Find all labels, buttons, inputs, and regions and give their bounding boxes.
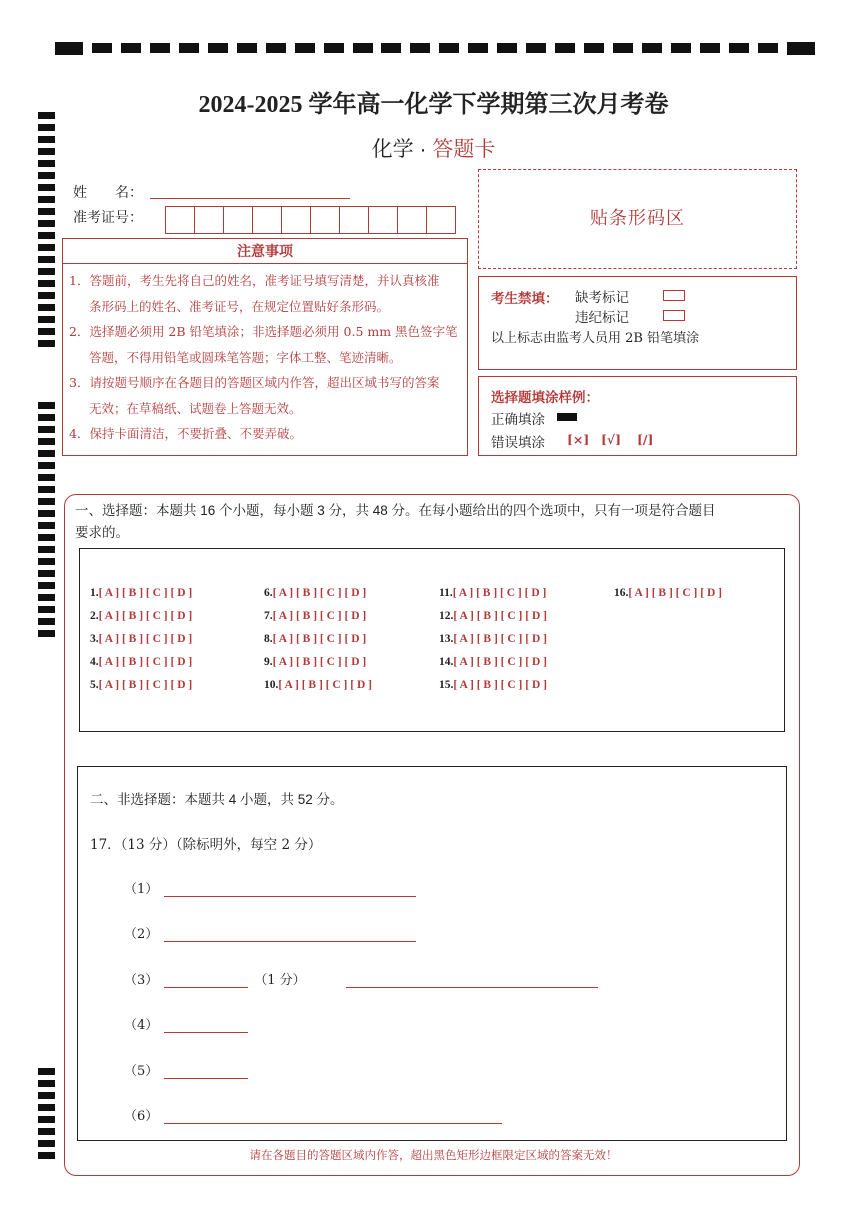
notice-line: 1．答题前，考生先将自己的姓名，准考证号填写清楚，并认真核准	[69, 273, 440, 288]
section2-box	[77, 766, 787, 1141]
wrong-fill-mark: [√]	[601, 432, 622, 447]
exam-id-label: 准考证号：	[73, 210, 143, 226]
q17-part-6	[124, 1105, 502, 1124]
absent-mark-box[interactable]	[663, 290, 685, 301]
part-label: （4）	[124, 1018, 159, 1033]
q17-part-1	[124, 878, 416, 897]
mcq-column	[614, 582, 722, 605]
mcq-row[interactable]: 12.[ A ] [ B ] [ C ] [ D ]	[439, 610, 547, 622]
part-label: （6）	[124, 1109, 159, 1124]
fill-sample-box	[478, 376, 797, 456]
mcq-row[interactable]: 2.[ A ] [ B ] [ C ] [ D ]	[90, 610, 193, 622]
mcq-row[interactable]: 1.[ A ] [ B ] [ C ] [ D ]	[90, 587, 193, 599]
section1-heading-line: 一、选择题：本题共 16 个小题，每小题 3 分，共 48 分。在每小题给出的四个选项中，只有一项是符合题目	[75, 503, 716, 518]
notices-title: 注意事项	[63, 239, 467, 264]
notices-box	[62, 238, 468, 456]
exam-id-cells[interactable]	[165, 206, 455, 234]
wrong-fill-mark: [×]	[567, 432, 590, 447]
notices-list	[63, 264, 467, 447]
mcq-row[interactable]: 8.[ A ] [ B ] [ C ] [ D ]	[264, 633, 367, 645]
answer-line[interactable]	[346, 971, 598, 988]
answer-line[interactable]	[164, 880, 416, 897]
violation-mark-box[interactable]	[663, 310, 685, 321]
notice-line: 4．保持卡面清洁，不要折叠、不要弄破。	[69, 426, 302, 441]
answer-line[interactable]	[164, 1016, 248, 1033]
mcq-row[interactable]: 3.[ A ] [ B ] [ C ] [ D ]	[90, 633, 193, 645]
wrong-fill-mark: [/]	[637, 432, 654, 447]
notice-line: 答题，不得用铅笔或圆珠笔答题；字体工整、笔迹清晰。	[89, 349, 402, 365]
q17-part-5	[124, 1060, 248, 1079]
part-label: （1）	[124, 882, 159, 897]
answer-line[interactable]	[164, 1062, 248, 1079]
page-title: 2024-2025 学年高一化学下学期第三次月考卷	[198, 92, 669, 118]
mcq-column	[439, 582, 547, 697]
section1-heading	[75, 500, 716, 544]
name-field[interactable]	[150, 198, 350, 199]
left-timing-marks-bottom	[38, 1068, 56, 1159]
mcq-row[interactable]: 14.[ A ] [ B ] [ C ] [ D ]	[439, 656, 547, 668]
subtitle-subject: 化学 ·	[371, 138, 433, 161]
notice-line: 无效；在草稿纸、试题卷上答题无效。	[89, 400, 302, 416]
q17-part-3	[124, 969, 598, 988]
notice-line: 条形码上的姓名、准考证号，在规定位置贴好条形码。	[89, 298, 390, 314]
correct-fill-sample	[557, 413, 577, 421]
left-timing-marks-middle	[38, 402, 56, 637]
part-3-note: （1 分）	[254, 973, 306, 988]
q17-title: 17．（13 分）（除标明外，每空 2 分）	[90, 837, 322, 853]
mcq-row[interactable]: 10.[ A ] [ B ] [ C ] [ D ]	[264, 679, 372, 691]
barcode-area-label: 贴条形码区	[590, 208, 685, 229]
answer-line[interactable]	[164, 1107, 502, 1124]
mcq-column	[264, 582, 372, 697]
mcq-row[interactable]: 11.[ A ] [ B ] [ C ] [ D ]	[439, 587, 547, 599]
part-label: （3）	[124, 973, 159, 988]
mcq-row[interactable]: 6.[ A ] [ B ] [ C ] [ D ]	[264, 587, 367, 599]
forbidden-note: 以上标志由监考人员用 2B 铅笔填涂	[491, 331, 700, 346]
violation-mark-label: 违纪标记	[575, 310, 629, 326]
mcq-row[interactable]: 7.[ A ] [ B ] [ C ] [ D ]	[264, 610, 367, 622]
mcq-row[interactable]: 4.[ A ] [ B ] [ C ] [ D ]	[90, 656, 193, 668]
name-label: 姓 名：	[73, 185, 143, 201]
q17-part-4	[124, 1014, 248, 1033]
mcq-column	[90, 582, 192, 697]
answer-line[interactable]	[164, 925, 416, 942]
top-timing-marks	[55, 42, 815, 54]
section1-heading-line: 要求的。	[75, 525, 129, 540]
notice-line: 2．选择题必须用 2B 铅笔填涂；非选择题必须用 0.5 mm 黑色签字笔	[69, 324, 458, 339]
correct-fill-label: 正确填涂	[491, 412, 545, 428]
barcode-area	[478, 169, 797, 269]
subtitle-answer-card: 答题卡	[432, 138, 496, 161]
mcq-row[interactable]: 9.[ A ] [ B ] [ C ] [ D ]	[264, 656, 367, 668]
mcq-row[interactable]: 5.[ A ] [ B ] [ C ] [ D ]	[90, 679, 193, 691]
answer-line[interactable]	[164, 971, 248, 988]
page-subtitle	[0, 133, 867, 163]
q17-part-2	[124, 923, 416, 942]
part-label: （5）	[124, 1064, 159, 1079]
section2-heading: 二、非选择题：本题共 4 小题，共 52 分。	[90, 792, 344, 807]
notice-line: 3．请按题号顺序在各题目的答题区域内作答，超出区域书写的答案	[69, 375, 440, 390]
footer-warning: 请在各题目的答题区域内作答，超出黑色矩形边框限定区域的答案无效！	[249, 1148, 618, 1162]
wrong-fill-label: 错误填涂	[491, 435, 545, 451]
fill-sample-title: 选择题填涂样例：	[491, 390, 599, 405]
mcq-row[interactable]: 13.[ A ] [ B ] [ C ] [ D ]	[439, 633, 547, 645]
absent-mark-label: 缺考标记	[575, 290, 629, 306]
part-label: （2）	[124, 927, 159, 942]
mcq-row[interactable]: 16.[ A ] [ B ] [ C ] [ D ]	[614, 587, 722, 599]
examinee-forbidden-box	[478, 276, 797, 370]
mcq-row[interactable]: 15.[ A ] [ B ] [ C ] [ D ]	[439, 679, 547, 691]
forbidden-label: 考生禁填：	[491, 291, 559, 306]
